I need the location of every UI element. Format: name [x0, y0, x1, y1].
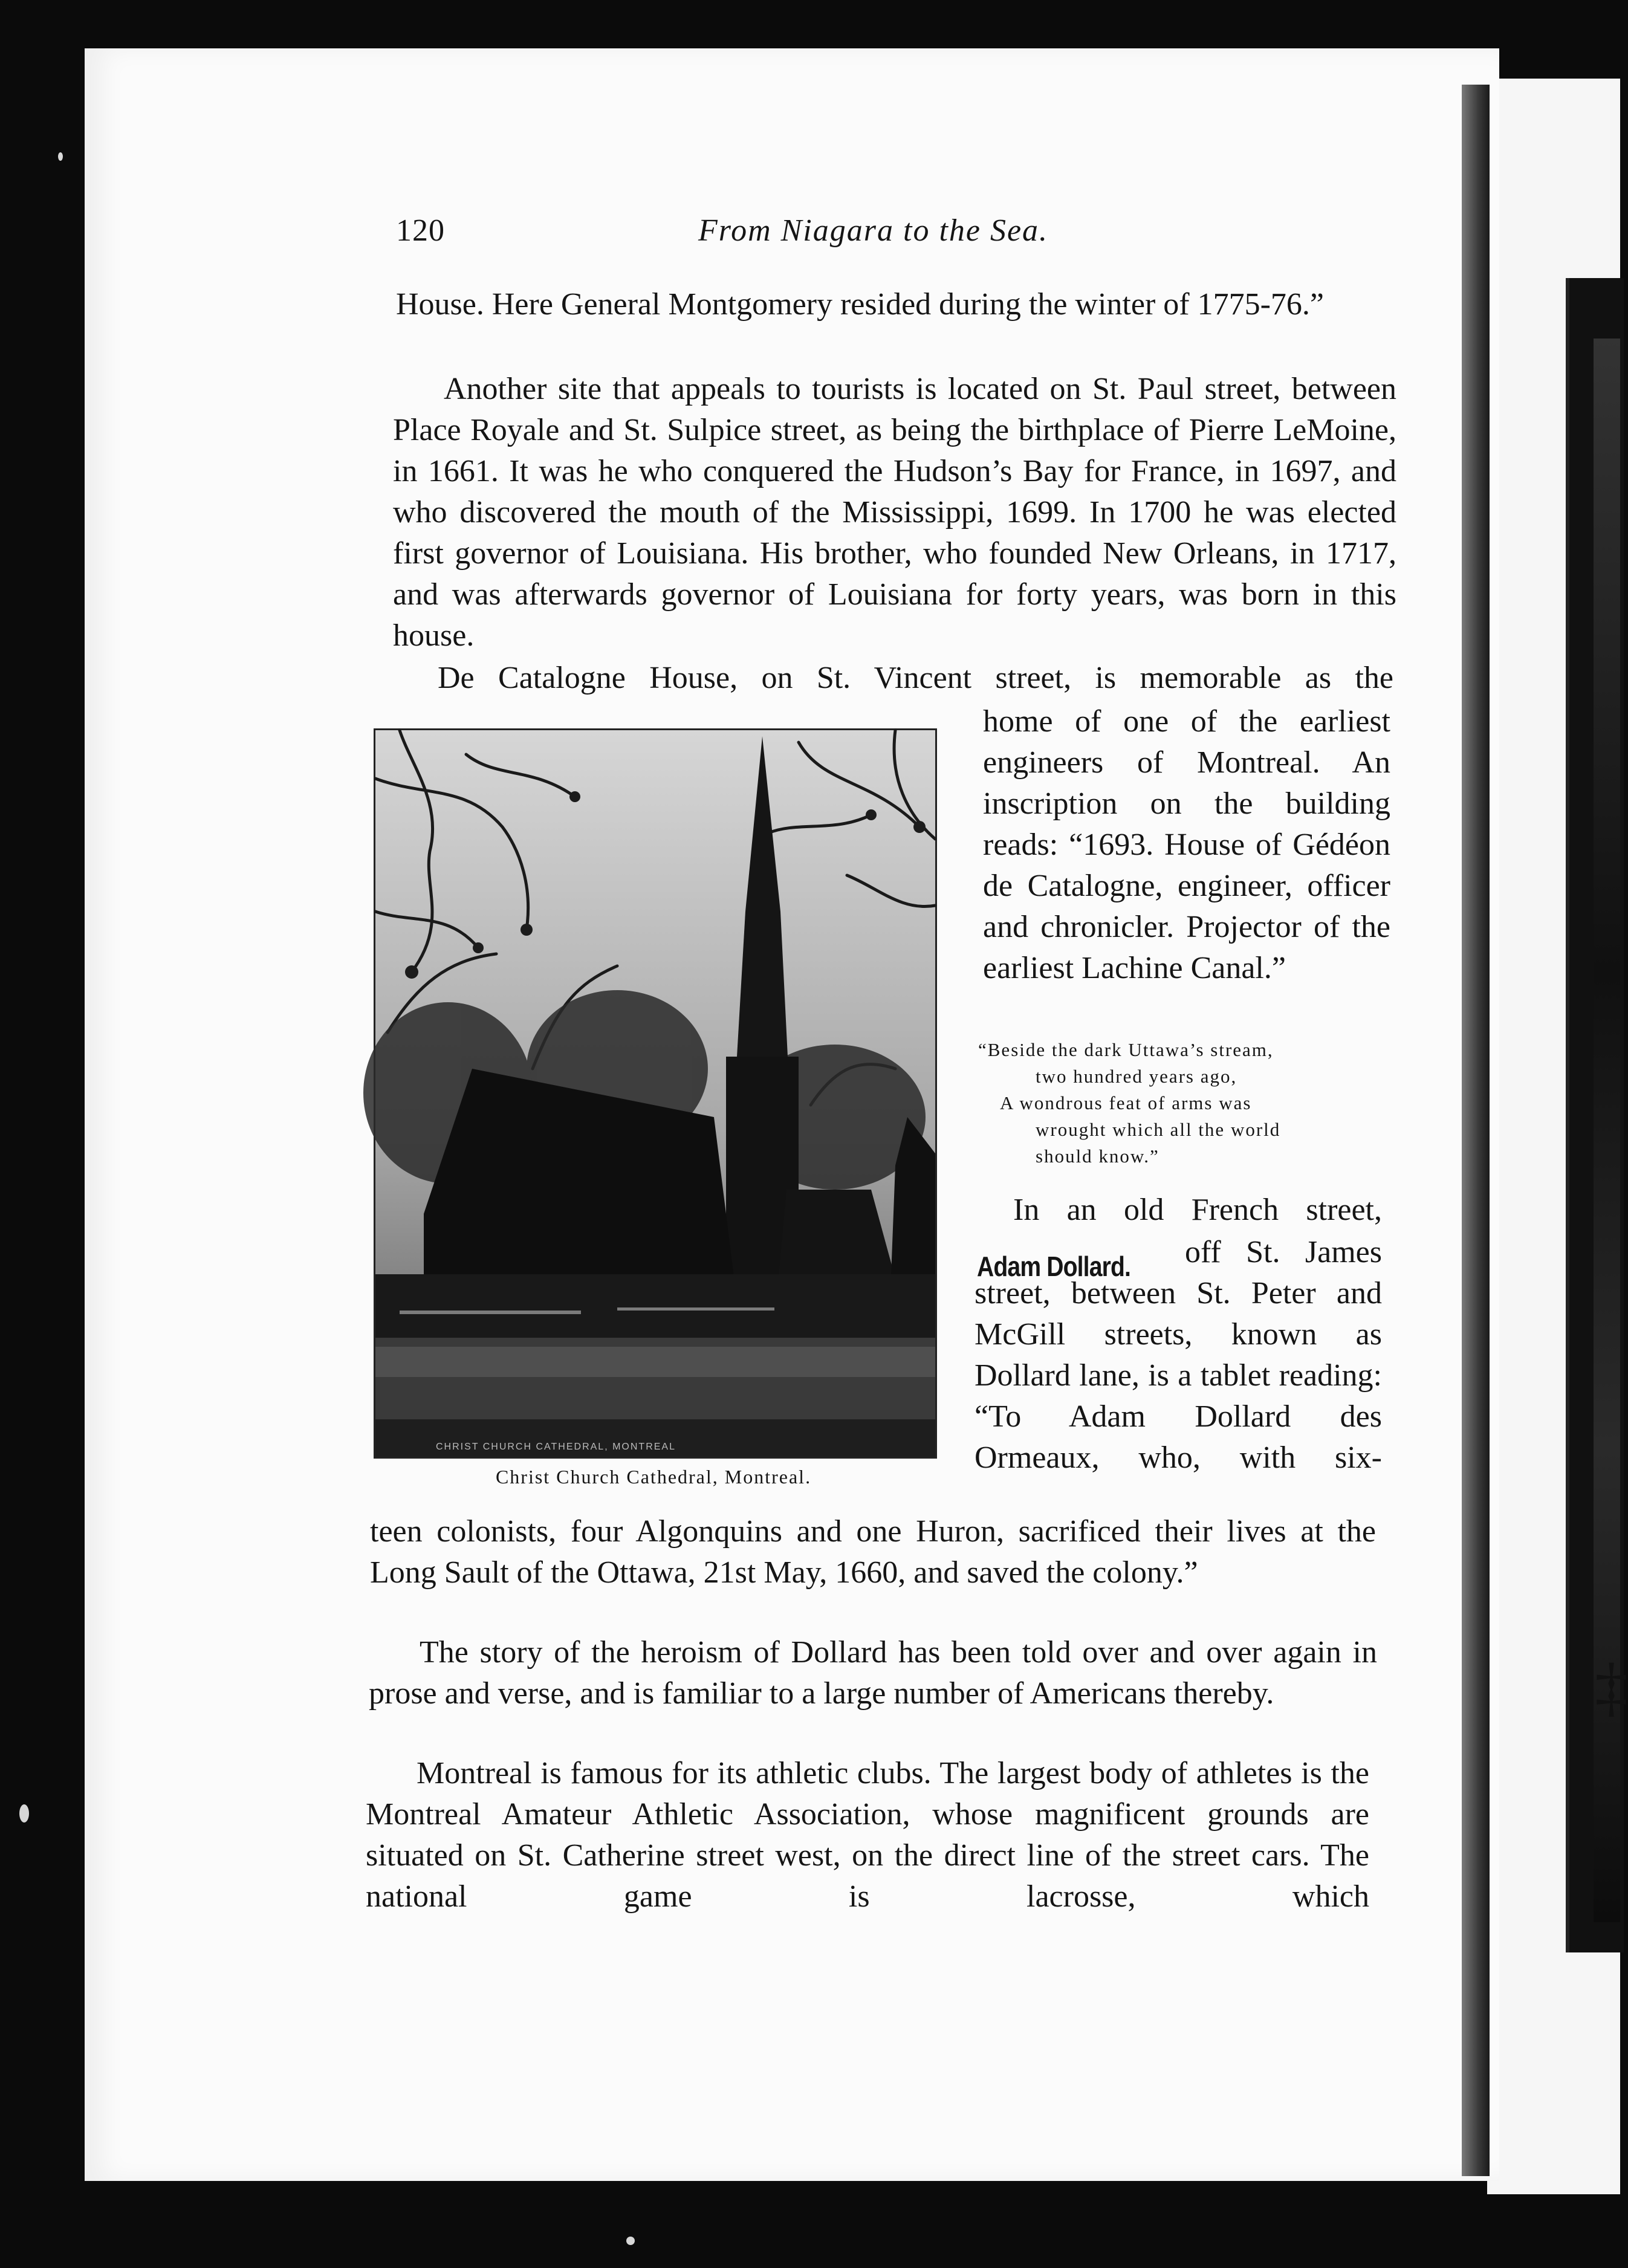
page-number: 120: [396, 213, 445, 248]
poem-line: should know.”: [1036, 1145, 1159, 1167]
scan-speck: [626, 2237, 635, 2245]
paragraph-dollard-start: In an old French street,: [1013, 1193, 1382, 1227]
scan-speck: [19, 1804, 29, 1822]
page-gutter-shadow: [1462, 85, 1490, 2176]
cathedral-photo-drawing: [375, 730, 935, 1457]
paragraph-lemoine: Another site that appeals to tourists is located on St. Paul street, between Place Royale and St. Sulpice street, as being the birthplace of Pierre LeMoine, in 1661. It was he who conquered the Hudson’s Bay for France, in 1697, and who discovered the mouth of the Mississippi, 1699. In 1700 he was elected first governor of Louisiana. His brother, who founded New Orleans, in 1717, and was afterwards governor of Louisiana for forty years, was born in this house.: [393, 372, 1396, 653]
paragraph-catalogne-start: De Catalogne House, on St. Vincent street, is memorable as the: [438, 661, 1393, 695]
poem-line: A wondrous feat of arms was: [1000, 1092, 1252, 1113]
running-header: [396, 213, 1403, 261]
paragraph-athletic-clubs: Montreal is famous for its athletic clubs. The largest body of athletes is the Montreal Amateur Athletic Association, whose magnificent grounds are situated on St. Catherine street west, on the direct line of the street cars. The national game is lacrosse, which: [366, 1756, 1369, 1914]
running-title: From Niagara to the Sea.: [698, 213, 1049, 248]
paragraph-dollard-wrap: off St. James street, between St. Peter and McGill streets, known as Dollard lane, is a tablet reading: “To Adam Dollard des Ormeaux, who, with six-: [975, 1235, 1382, 1475]
figure-caption: Christ Church Cathedral, Montreal.: [495, 1466, 812, 1488]
facing-page-mark: ‡: [1595, 1650, 1628, 1723]
paragraph-dollard-end: teen colonists, four Algonquins and one Huron, sacrificed their lives at the Long Sault of the Ottawa, 21st May, 1660, and saved the colony.”: [370, 1514, 1376, 1590]
poem-line: two hundred years ago,: [1036, 1066, 1237, 1087]
paragraph-heroism: The story of the heroism of Dollard has been told over and over again in prose and verse, and is familiar to a large number of Americans thereby.: [369, 1635, 1377, 1711]
cathedral-photo: [374, 728, 937, 1459]
scan-speck: [58, 152, 63, 161]
paragraph-montgomery: House. Here General Montgomery resided during the winter of 1775-76.”: [396, 287, 1324, 322]
poem-quote: [978, 1037, 1389, 1170]
paragraph-catalogne-wrap: home of one of the earliest engineers of Montreal. An inscription on the building reads: “1693. House of Gédéon de Catalogne, engineer, officer and chronicler. Projector of the earliest Lachine Canal.”: [983, 704, 1390, 985]
poem-line: wrought which all the world: [1036, 1119, 1281, 1140]
poem-line: “Beside the dark Uttawa’s stream,: [978, 1039, 1274, 1060]
plate-label: CHRIST CHURCH CATHEDRAL, MONTREAL: [436, 1442, 676, 1452]
sidenote-adam-dollard: Adam Dollard.: [977, 1251, 1131, 1282]
